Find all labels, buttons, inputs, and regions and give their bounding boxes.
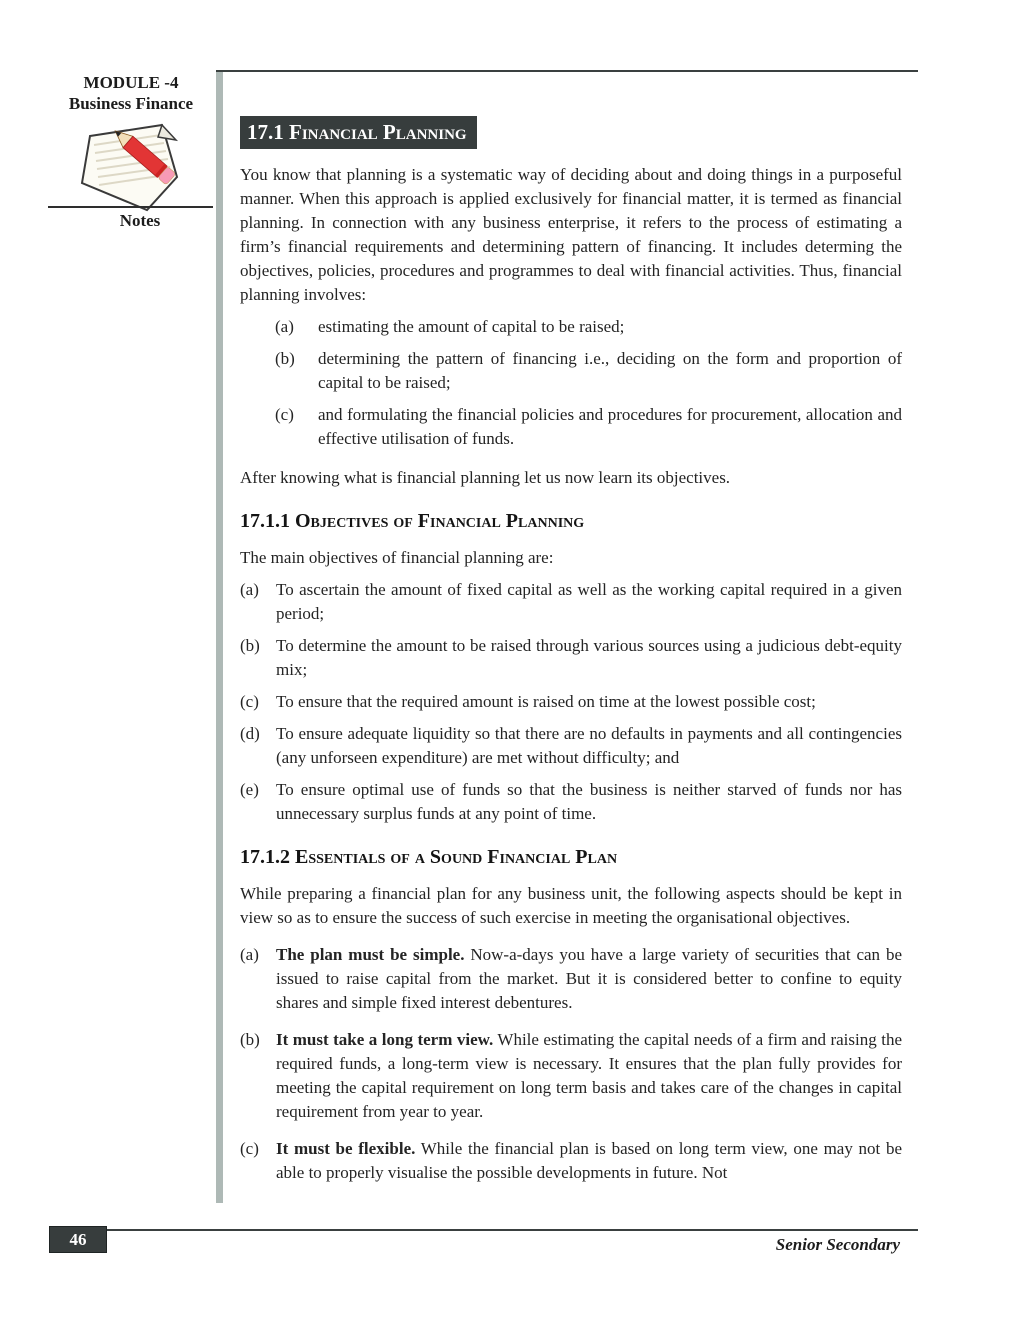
content-left-border xyxy=(216,71,223,1203)
page-number-badge: 46 xyxy=(49,1226,107,1253)
list-item xyxy=(240,1137,902,1185)
item-text: To ascertain the amount of fixed capital as well as the working capital required in a given period; xyxy=(276,580,902,623)
list-item xyxy=(275,347,902,395)
module-subtitle: Business Finance xyxy=(68,94,194,113)
item-marker: (c) xyxy=(240,692,259,711)
item-lead: It must take a long term view. xyxy=(276,1030,494,1049)
footer-rule xyxy=(49,1229,918,1231)
planning-involves-list xyxy=(240,315,902,451)
item-marker: (d) xyxy=(240,724,260,743)
list-item xyxy=(240,1028,902,1124)
item-marker: (b) xyxy=(275,349,295,368)
item-text: estimating the amount of capital to be raised; xyxy=(318,317,625,336)
item-text xyxy=(276,1028,902,1124)
item-text: To ensure that the required amount is raised on time at the lowest possible cost; xyxy=(276,692,816,711)
section-17-1-closing: After knowing what is financial planning let us now learn its objectives. xyxy=(240,468,731,487)
section-17-1-heading: 17.1 Financial Planning xyxy=(240,116,477,149)
item-body: Now-a-days you have a large variety of securities that can be issued to raise capital from the market. But it is considered better to confine to equity shares and simple fixed interest debentures. xyxy=(276,945,902,1012)
list-item xyxy=(240,722,902,770)
main-content xyxy=(240,112,902,1185)
item-marker: (c) xyxy=(275,405,294,424)
item-body: While the financial plan is based on long term view, one may not be able to properly visualise the possible developments in future. Not xyxy=(276,1139,902,1182)
item-text: To ensure optimal use of funds so that the business is neither starved of funds nor has unnecessary surplus funds at any point of time. xyxy=(276,780,902,823)
essentials-list xyxy=(240,943,902,1185)
sidebar-divider xyxy=(48,206,213,208)
item-marker: (e) xyxy=(240,780,259,799)
list-item xyxy=(240,634,902,682)
item-marker: (b) xyxy=(240,1030,260,1049)
item-text: determining the pattern of financing i.e., deciding on the form and proportion of capital to be raised; xyxy=(318,349,902,392)
list-item xyxy=(275,403,902,451)
item-marker: (b) xyxy=(240,636,260,655)
footer-book-title: Senior Secondary xyxy=(775,1235,900,1254)
paper-and-pencil-icon xyxy=(66,122,218,218)
section-17-1-1-intro: The main objectives of financial planning are: xyxy=(240,548,554,567)
content-top-border xyxy=(216,70,918,72)
item-text: To ensure adequate liquidity so that there are no defaults in payments and all contingencies (any unforseen expenditure) are met without difficulty; and xyxy=(276,724,902,767)
section-17-1-intro: You know that planning is a systematic way of deciding about and doing things in a purposeful manner. When this approach is applied exclusively for financial matter, it is termed as financial planning. In connection with any business enterprise, it refers to the process of estimating a firm’s financial requirements and determining pattern of financing. It includes determing the objectives, policies, procedures and programmes to deal with financial activities. Thus, financial planning involves: xyxy=(240,165,902,304)
item-marker: (c) xyxy=(240,1139,259,1158)
item-marker: (a) xyxy=(275,317,294,336)
list-item xyxy=(240,578,902,626)
list-item xyxy=(240,690,902,714)
item-text: To determine the amount to be raised through various sources using a judicious debt-equity mix; xyxy=(276,636,902,679)
section-17-1-2-intro: While preparing a financial plan for any business unit, the following aspects should be kept in view so as to ensure the success of such exercise in meeting the organisational objectives. xyxy=(240,884,902,927)
list-item xyxy=(240,778,902,826)
notes-icon xyxy=(66,122,218,218)
objectives-list xyxy=(240,578,902,826)
section-17-1-2-heading: 17.1.2 Essentials of a Sound Financial Plan xyxy=(240,846,618,868)
item-lead: The plan must be simple. xyxy=(276,945,465,964)
item-text xyxy=(276,1137,902,1185)
notes-label: Notes xyxy=(119,211,161,230)
list-item xyxy=(240,943,902,1015)
item-lead: It must be flexible. xyxy=(276,1139,416,1158)
item-marker: (a) xyxy=(240,580,259,599)
item-text xyxy=(276,943,902,1015)
item-text: and formulating the financial policies and procedures for procurement, allocation and effective utilisation of funds. xyxy=(318,405,902,448)
section-17-1-1-heading: 17.1.1 Objectives of Financial Planning xyxy=(240,510,585,532)
module-header xyxy=(45,72,217,114)
module-title: MODULE -4 xyxy=(83,73,179,92)
item-marker: (a) xyxy=(240,945,259,964)
list-item xyxy=(275,315,902,339)
item-body: While estimating the capital needs of a firm and raising the required funds, a long-term view is necessary. It ensures that the plan fully provides for meeting the capital requirement on long term basis and takes care of the changes in capital requirement from year to year. xyxy=(276,1030,902,1121)
